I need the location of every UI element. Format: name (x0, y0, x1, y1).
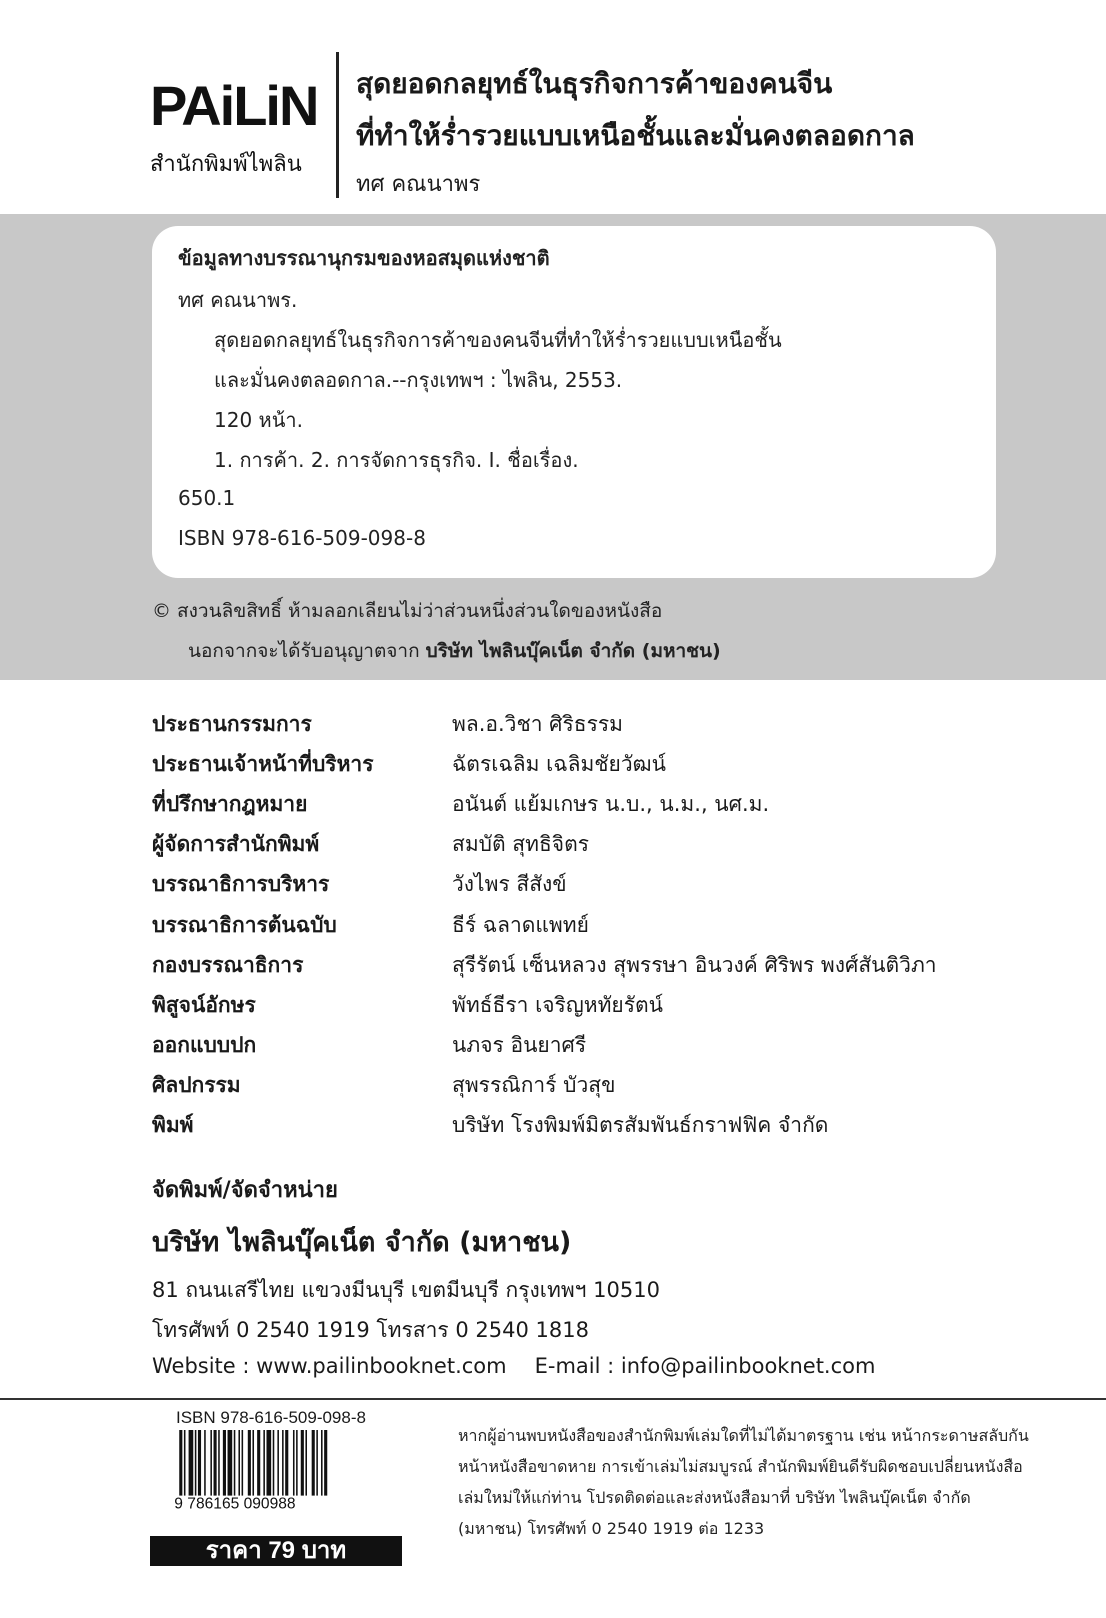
staff-row (152, 744, 1052, 784)
staff-role: ศิลปกรรม (152, 1073, 241, 1098)
staff-list (152, 704, 1052, 1146)
publisher-logo-subtitle: สำนักพิมพ์ไพลิน (150, 152, 302, 177)
staff-role: ผู้จัดการสำนักพิมพ์ (152, 832, 320, 857)
cip-line: สุดยอดกลยุทธ์ในธุรกิจการค้าของคนจีนที่ทำให้ร่ำรวยแบบเหนือชั้น (214, 328, 782, 352)
staff-name: พล.อ.วิชา ศิริธรรม (452, 711, 624, 736)
publisher-address: 81 ถนนเสรีไทย แขวงมีนบุรี เขตมีนบุรี กรุงเทพฯ 10510 (152, 1278, 660, 1302)
staff-row (152, 905, 1052, 945)
quality-notice: หากผู้อ่านพบหนังสือของสำนักพิมพ์เล่มใดที่ไม่ได้มาตรฐาน เช่น หน้ากระดาษสลับกัน หน้าหนังสือขาดหาย การเข้าเล่มไม่สมบูรณ์ สำนักพิมพ์ยินดีรับผิดชอบเปลี่ยนหนังสือเล่มใหม่ให้แก่ท่าน โปรดติดต่อและส่งหนังสือมาที่ บริษัท ไพลินบุ๊คเน็ต จำกัด (มหาชน) โทรศัพท์ 0 2540 1919 ต่อ 1233 (458, 1426, 1029, 1538)
email-link[interactable]: E-mail : info@pailinbooknet.com (534, 1354, 876, 1378)
copyright-prefix: นอกจากจะได้รับอนุญาตจาก (188, 640, 426, 662)
publisher-contacts (152, 1354, 875, 1378)
staff-row (152, 1106, 1052, 1146)
barcode-isbn: ISBN 978-616-509-098-8 (176, 1408, 366, 1427)
staff-row (152, 1026, 1052, 1066)
publisher-heading: จัดพิมพ์/จัดจำหน่าย (152, 1178, 338, 1203)
staff-name: บริษัท โรงพิมพ์มิตรสัมพันธ์กราฟฟิค จำกัด (452, 1113, 829, 1138)
header-divider (336, 52, 339, 198)
staff-name: นภจร อินยาศรี (452, 1033, 587, 1058)
book-author: ทศ คณนาพร (356, 172, 481, 197)
staff-role: พิมพ์ (152, 1113, 194, 1138)
staff-name: สุรีรัตน์ เซ็นหลวง สุพรรษา อินวงค์ ศิริพร พงศ์สันติวิภา (452, 952, 937, 977)
footer-divider (0, 1398, 1106, 1400)
copyright-line1: © สงวนลิขสิทธิ์ ห้ามลอกเลียนไม่ว่าส่วนหนึ่งส่วนใดของหนังสือ (152, 600, 663, 622)
price-label: ราคา 79 บาท (150, 1536, 402, 1566)
barcode-icon (150, 1430, 402, 1512)
staff-name: สุพรรณิการ์ บัวสุข (452, 1073, 616, 1098)
staff-name: ฉัตรเฉลิม เฉลิมชัยวัฒน์ (452, 751, 666, 776)
staff-name: ธีร์ ฉลาดแพทย์ (452, 912, 589, 937)
staff-row (152, 865, 1052, 905)
staff-row (152, 784, 1052, 824)
staff-role: ออกแบบปก (152, 1033, 257, 1058)
publisher-name: บริษัท ไพลินบุ๊คเน็ต จำกัด (มหาชน) (152, 1227, 572, 1258)
copyright-company: บริษัท ไพลินบุ๊คเน็ต จำกัด (มหาชน) (425, 640, 721, 662)
staff-role: พิสูจน์อักษร (152, 992, 256, 1017)
staff-role: บรรณาธิการต้นฉบับ (152, 912, 337, 937)
staff-name: วังไพร สีสังข์ (452, 872, 567, 897)
staff-name: อนันต์ แย้มเกษร น.บ., น.ม., นศ.ม. (452, 791, 770, 816)
cip-line: 1. การค้า. 2. การจัดการธุรกิจ. I. ชื่อเรื่อง. (214, 448, 579, 472)
copyright-line2 (188, 636, 721, 666)
publisher-logo: PAiLiN (150, 74, 318, 137)
cip-box (152, 226, 996, 578)
staff-name: สมบัติ สุทธิจิตร (452, 832, 590, 857)
cip-line: และมั่นคงตลอดกาล.--กรุงเทพฯ : ไพลิน, 2553. (214, 368, 623, 392)
staff-row (152, 945, 1052, 985)
staff-role: ที่ปรึกษากฎหมาย (152, 791, 308, 816)
publisher-phone: โทรศัพท์ 0 2540 1919 โทรสาร 0 2540 1818 (152, 1318, 589, 1342)
cip-isbn: ISBN 978-616-509-098-8 (178, 526, 426, 550)
book-title-line1: สุดยอดกลยุทธ์ในธุรกิจการค้าของคนจีน (356, 67, 833, 100)
staff-role: ประธานเจ้าหน้าที่บริหาร (152, 751, 374, 776)
website-link[interactable]: Website : www.pailinbooknet.com (152, 1354, 507, 1378)
staff-row (152, 1066, 1052, 1106)
staff-name: พัทธ์ธีรา เจริญหทัยรัตน์ (452, 992, 663, 1017)
staff-role: บรรณาธิการบริหาร (152, 872, 330, 897)
cip-classification: 650.1 (178, 486, 236, 510)
staff-row (152, 704, 1052, 744)
staff-role: ประธานกรรมการ (152, 711, 312, 736)
staff-role: กองบรรณาธิการ (152, 952, 304, 977)
staff-row (152, 825, 1052, 865)
staff-row (152, 985, 1052, 1025)
cip-line: 120 หน้า. (214, 408, 303, 432)
barcode-digits: 9 786165 090988 (174, 1495, 296, 1512)
cip-heading: ข้อมูลทางบรรณานุกรมของหอสมุดแห่งชาติ (178, 246, 550, 270)
cip-line: ทศ คณนาพร. (178, 288, 298, 312)
book-title-line2: ที่ทำให้ร่ำรวยแบบเหนือชั้นและมั่นคงตลอดกาล (356, 119, 915, 152)
